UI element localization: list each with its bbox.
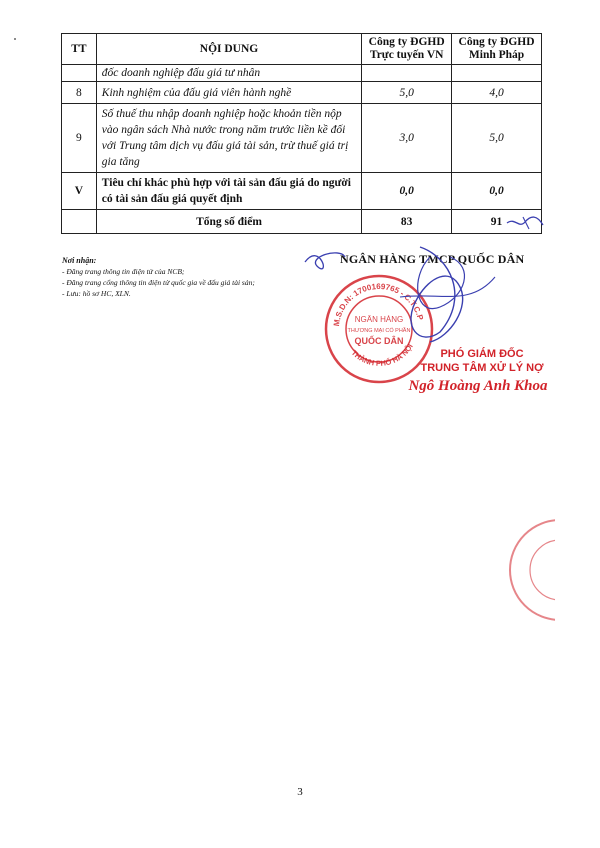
row-content: Kinh nghiệm của đấu giá viên hành nghề	[96, 82, 361, 104]
row-value-1: 0,0	[362, 173, 452, 210]
recipients-title: Nơi nhận:	[62, 256, 97, 265]
score-table	[61, 33, 542, 234]
table-row	[62, 173, 542, 210]
row-value-2: 4,0	[452, 82, 542, 104]
total-label: Tổng số điểm	[96, 210, 361, 234]
table-row	[62, 65, 542, 82]
row-content: Số thuế thu nhập doanh nghiệp hoặc khoản tiền nộp vào ngân sách Nhà nước trong năm trước liền kề đối với Trung tâm dịch vụ đấu giá tài sản, trừ thuế giá trị gia tăng	[96, 104, 361, 173]
row-value-1: 5,0	[362, 82, 452, 104]
row-tt: 8	[62, 82, 97, 104]
seal-line3: QUỐC DÂN	[354, 336, 404, 346]
table-row	[62, 82, 542, 104]
header-company-2: Công ty ĐGHD Minh Pháp	[452, 34, 542, 65]
seal-line2: THƯƠNG MẠI CỔ PHẦN	[347, 328, 411, 334]
row-tt	[62, 65, 97, 82]
svg-text:THÀNH PHỐ HÀ NỘI	[350, 342, 415, 368]
recipient-item: - Đăng trang cổng thông tin điện tử quốc gia về đấu giá tài sản;	[62, 278, 255, 287]
row-tt: 9	[62, 104, 97, 173]
header-company-1: Công ty ĐGHD Trực tuyến VN	[362, 34, 452, 65]
row-tt: V	[62, 173, 97, 210]
header-content: NỘI DUNG	[96, 34, 361, 65]
signer-title-line1: PHÓ GIÁM ĐỐC	[440, 348, 524, 360]
partial-seal	[505, 515, 555, 625]
header-tt: TT	[62, 34, 97, 65]
signer-title	[414, 347, 550, 375]
row-value-1	[362, 65, 452, 82]
bank-name: NGÂN HÀNG TMCP QUỐC DÂN	[340, 252, 525, 266]
row-content: Tiêu chí khác phù hợp với tài sản đấu giá do người có tài sản đấu giá quyết định	[96, 173, 361, 210]
signer-title-line2: TRUNG TÂM XỬ LÝ NỢ	[420, 362, 544, 374]
recipient-item: - Lưu: hồ sơ HC, XLN.	[62, 289, 131, 298]
seal-bottom-text: THÀNH PHỐ HÀ NỘI	[349, 342, 415, 368]
page-number: 3	[297, 786, 303, 798]
scan-dot	[14, 38, 16, 40]
seal-ring-text: M.S.D.N: 1700169765 - C.T.C.P	[332, 281, 425, 327]
row-value-2: 5,0	[452, 104, 542, 173]
signer-name: Ngô Hoàng Anh Khoa	[408, 378, 548, 394]
row-value-2: 0,0	[452, 173, 542, 210]
total-value-1: 83	[362, 210, 452, 234]
row-content: đốc doanh nghiệp đấu giá tư nhân	[96, 65, 361, 82]
row-value-1: 3,0	[362, 104, 452, 173]
total-row	[62, 210, 542, 234]
recipient-item: - Đăng trang thông tin điện tử của NCB;	[62, 267, 185, 276]
table-row	[62, 104, 542, 173]
row-value-2	[452, 65, 542, 82]
total-value-2: 91	[452, 210, 542, 234]
table-header-row	[62, 34, 542, 65]
checkmark-scribble	[505, 213, 545, 233]
seal-line1: NGÂN HÀNG	[354, 315, 404, 324]
recipients-block	[62, 255, 292, 299]
